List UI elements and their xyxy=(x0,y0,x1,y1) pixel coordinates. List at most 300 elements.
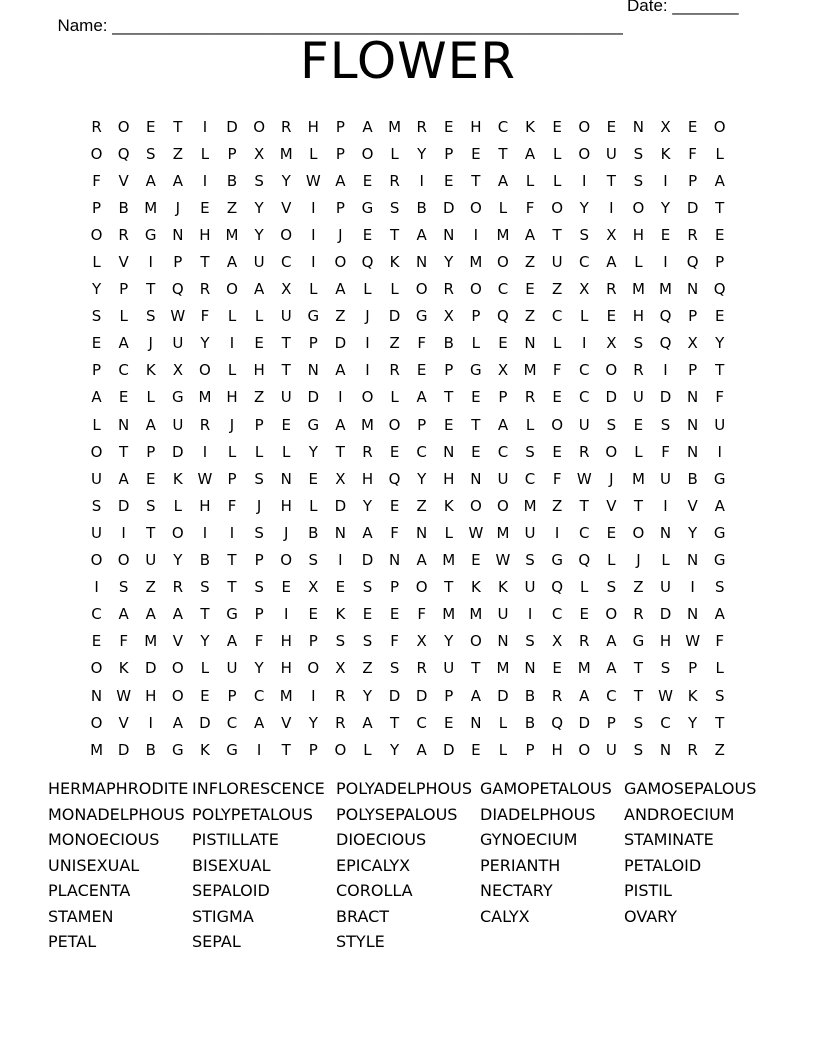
grid-letter: G xyxy=(307,307,320,326)
grid-letter: M xyxy=(279,144,293,163)
grid-letter: E xyxy=(416,361,427,380)
grid-row xyxy=(83,547,733,574)
grid-letter: O xyxy=(117,551,130,570)
grid-letter: S xyxy=(525,551,535,570)
grid-letter: D xyxy=(388,686,401,705)
grid-letter: M xyxy=(442,551,456,570)
grid-letter: G xyxy=(172,740,184,759)
grid-letter: S xyxy=(145,307,156,326)
grid-letter: N xyxy=(280,469,292,488)
grid-letter: O xyxy=(90,442,103,461)
grid-letter: C xyxy=(118,361,129,380)
grid-letter: F xyxy=(715,632,725,651)
grid-letter: O xyxy=(226,280,238,299)
word-list-item: GAMOPETALOUS xyxy=(480,779,612,798)
grid-letter: J xyxy=(636,551,641,570)
grid-letter: H xyxy=(199,496,211,515)
grid-letter: C xyxy=(497,442,509,461)
grid-letter: R xyxy=(416,659,427,678)
grid-letter: R xyxy=(362,442,373,461)
grid-letter: T xyxy=(200,253,210,272)
grid-letter: A xyxy=(226,632,238,651)
grid-letter: T xyxy=(471,659,481,678)
grid-letter: D xyxy=(659,605,672,624)
grid-letter: E xyxy=(498,334,508,353)
grid-letter: R xyxy=(524,388,536,407)
grid-letter: D xyxy=(497,686,509,705)
grid-letter: P xyxy=(715,253,725,272)
grid-letter: P xyxy=(688,307,698,326)
grid-letter: L xyxy=(444,523,453,542)
grid-letter: F xyxy=(688,144,697,163)
grid-letter: I xyxy=(311,253,316,272)
grid-letter: A xyxy=(606,253,617,272)
grid-letter: R xyxy=(335,686,346,705)
grid-letter: O xyxy=(90,144,103,163)
grid-letter: A xyxy=(118,334,129,353)
grid-letter: A xyxy=(145,605,156,624)
grid-letter: W xyxy=(576,469,592,488)
grid-letter: E xyxy=(444,713,454,732)
grid-letter: N xyxy=(659,523,672,542)
grid-letter: A xyxy=(118,469,129,488)
grid-letter: S xyxy=(118,578,129,597)
grid-letter: O xyxy=(280,225,293,244)
grid-row xyxy=(83,709,733,736)
grid-letter: M xyxy=(523,496,537,515)
grid-letter: K xyxy=(389,253,400,272)
grid-letter: S xyxy=(308,551,319,570)
grid-letter: N xyxy=(416,253,428,272)
grid-letter: H xyxy=(253,361,265,380)
grid-row xyxy=(83,411,733,438)
grid-letter: H xyxy=(280,659,292,678)
grid-letter: I xyxy=(148,253,153,272)
grid-letter: E xyxy=(687,117,698,136)
grid-letter: F xyxy=(390,523,399,542)
grid-letter: G xyxy=(713,469,726,488)
grid-letter: U xyxy=(172,334,184,353)
grid-letter: P xyxy=(390,578,400,597)
grid-letter: D xyxy=(605,388,618,407)
grid-letter: J xyxy=(609,469,614,488)
grid-letter: C xyxy=(578,523,590,542)
grid-letter: Y xyxy=(281,171,291,190)
grid-letter: A xyxy=(606,632,617,651)
grid-letter: N xyxy=(686,442,699,461)
grid-letter: L xyxy=(715,144,724,163)
grid-letter: I xyxy=(609,198,614,217)
grid-letter: M xyxy=(198,388,212,407)
grid-letter: L xyxy=(254,442,264,461)
grid-letter: O xyxy=(117,117,130,136)
grid-letter: I xyxy=(202,171,208,190)
grid-letter: S xyxy=(362,578,373,597)
grid-letter: C xyxy=(606,686,617,705)
grid-letter: I xyxy=(582,334,587,353)
grid-letter: N xyxy=(686,605,699,624)
grid-letter: S xyxy=(254,469,264,488)
grid-letter: Z xyxy=(226,198,238,217)
grid-letter: A xyxy=(172,713,183,732)
grid-letter: L xyxy=(227,307,237,326)
grid-letter: S xyxy=(254,578,264,597)
grid-letter: D xyxy=(117,496,130,515)
grid-letter: Z xyxy=(416,496,427,515)
grid-letter: E xyxy=(91,632,102,651)
grid-letter: C xyxy=(226,713,238,732)
grid-letter: O xyxy=(361,144,374,163)
grid-letter: B xyxy=(145,740,156,759)
grid-letter: M xyxy=(225,225,239,244)
grid-letter: I xyxy=(256,740,262,759)
grid-letter: N xyxy=(118,415,130,434)
grid-letter: U xyxy=(714,415,726,434)
grid-letter: U xyxy=(253,253,265,272)
grid-letter: A xyxy=(172,605,183,624)
grid-letter: Q xyxy=(686,253,699,272)
grid-letter: A xyxy=(172,171,183,190)
word-list-item: DIADELPHOUS xyxy=(480,804,596,824)
grid-letter: E xyxy=(389,496,400,515)
grid-letter: C xyxy=(551,307,563,326)
grid-letter: A xyxy=(579,686,590,705)
word-list-item: HERMAPHRODITE xyxy=(48,779,189,798)
grid-letter: D xyxy=(442,198,455,217)
grid-letter: P xyxy=(254,605,264,624)
grid-letter: H xyxy=(145,686,157,705)
grid-letter: E xyxy=(308,469,319,488)
grid-letter: P xyxy=(335,198,345,217)
grid-letter: E xyxy=(200,686,210,705)
grid-letter: A xyxy=(416,740,427,759)
word-list-item: BISEXUAL xyxy=(192,855,271,875)
grid-letter: Y xyxy=(200,632,210,651)
grid-letter: B xyxy=(416,198,427,217)
grid-letter: X xyxy=(606,225,617,244)
grid-letter: Y xyxy=(444,253,454,272)
grid-letter: L xyxy=(552,171,562,190)
grid-letter: E xyxy=(362,171,373,190)
grid-letter: S xyxy=(660,415,671,434)
word-list-item: STAMEN xyxy=(48,906,114,926)
grid-letter: W xyxy=(685,632,701,651)
grid-letter: T xyxy=(146,523,156,542)
grid-letter: R xyxy=(280,117,292,136)
grid-letter: R xyxy=(633,605,644,624)
grid-row xyxy=(83,357,733,384)
grid-letter: N xyxy=(470,713,482,732)
grid-letter: T xyxy=(389,225,400,244)
grid-letter: P xyxy=(471,307,481,326)
grid-letter: S xyxy=(633,144,644,163)
grid-letter: T xyxy=(444,578,454,597)
grid-letter: Y xyxy=(91,280,102,299)
grid-letter: L xyxy=(309,280,318,299)
grid-letter: S xyxy=(145,144,156,163)
grid-letter: N xyxy=(524,659,536,678)
grid-letter: M xyxy=(469,605,483,624)
grid-letter: D xyxy=(117,740,130,759)
grid-letter: F xyxy=(552,469,562,488)
grid-letter: L xyxy=(390,144,399,163)
grid-letter: M xyxy=(279,686,293,705)
grid-letter: N xyxy=(470,469,482,488)
grid-letter: C xyxy=(91,605,102,624)
grid-letter: U xyxy=(605,740,617,759)
grid-letter: M xyxy=(496,225,510,244)
grid-letter: R xyxy=(91,117,102,136)
word-list-item: PETALOID xyxy=(624,855,702,875)
grid-letter: U xyxy=(280,388,292,407)
grid-letter: Z xyxy=(362,659,373,678)
grid-letter: I xyxy=(148,713,153,732)
grid-letter: D xyxy=(199,713,211,732)
grid-letter: I xyxy=(338,551,343,570)
grid-letter: I xyxy=(527,605,533,624)
grid-letter: A xyxy=(714,496,725,515)
grid-letter: P xyxy=(92,198,102,217)
grid-letter: A xyxy=(145,415,156,434)
word-list-item: MONOECIOUS xyxy=(48,830,160,849)
grid-letter: E xyxy=(91,334,102,353)
grid-letter: I xyxy=(311,686,316,705)
grid-letter: W xyxy=(658,686,673,705)
grid-letter: P xyxy=(254,415,264,434)
grid-letter: H xyxy=(361,469,374,488)
grid-letter: O xyxy=(605,442,618,461)
grid-letter: I xyxy=(663,496,668,515)
word-list-item: PISTIL xyxy=(624,881,672,900)
grid-letter: X xyxy=(253,144,265,163)
grid-letter: E xyxy=(714,307,725,326)
grid-letter: O xyxy=(171,686,184,705)
grid-letter: I xyxy=(365,334,370,353)
grid-letter: T xyxy=(281,740,291,759)
grid-letter: D xyxy=(388,307,401,326)
grid-letter: L xyxy=(715,659,724,678)
grid-row xyxy=(83,438,733,465)
grid-letter: X xyxy=(335,659,346,678)
grid-letter: L xyxy=(146,388,155,407)
grid-letter: B xyxy=(524,686,536,705)
grid-letter: H xyxy=(280,496,292,515)
grid-letter: N xyxy=(686,415,699,434)
grid-letter: T xyxy=(146,280,156,299)
grid-letter: L xyxy=(227,361,237,380)
grid-letter: N xyxy=(172,225,184,244)
grid-letter: G xyxy=(415,307,428,326)
grid-letter: U xyxy=(172,415,184,434)
grid-letter: L xyxy=(580,307,589,326)
grid-letter: S xyxy=(633,713,644,732)
grid-letter: N xyxy=(416,523,428,542)
grid-letter: A xyxy=(226,253,238,272)
grid-letter: U xyxy=(145,551,157,570)
grid-letter: N xyxy=(307,361,319,380)
grid-row xyxy=(83,194,733,221)
grid-letter: T xyxy=(389,713,400,732)
grid-letter: L xyxy=(309,144,318,163)
grid-letter: R xyxy=(199,280,211,299)
grid-letter: H xyxy=(443,469,455,488)
grid-letter: K xyxy=(118,659,129,678)
word-list-item: PETAL xyxy=(48,932,97,951)
grid-letter: M xyxy=(496,523,510,542)
grid-letter: A xyxy=(145,171,156,190)
grid-letter: E xyxy=(281,578,291,597)
grid-letter: I xyxy=(229,523,235,542)
grid-letter: H xyxy=(632,307,645,326)
grid-letter: P xyxy=(227,144,237,163)
grid-letter: Q xyxy=(659,334,672,353)
grid-letter: E xyxy=(444,117,454,136)
grid-letter: G xyxy=(361,198,374,217)
grid-letter: M xyxy=(496,659,510,678)
grid-row xyxy=(83,655,733,682)
grid-letter: L xyxy=(552,334,562,353)
grid-letter: B xyxy=(118,198,129,217)
grid-letter: T xyxy=(335,442,345,461)
grid-letter: A xyxy=(497,415,509,434)
grid-letter: A xyxy=(714,171,725,190)
grid-letter: I xyxy=(663,171,668,190)
grid-letter: I xyxy=(419,171,424,190)
grid-letter: N xyxy=(686,280,699,299)
grid-letter: U xyxy=(578,415,590,434)
grid-letter: M xyxy=(523,361,537,380)
grid-letter: Y xyxy=(389,740,400,759)
grid-letter: C xyxy=(524,469,536,488)
grid-letter: U xyxy=(91,523,103,542)
grid-letter: I xyxy=(311,225,316,244)
grid-letter: D xyxy=(361,551,374,570)
grid-letter: L xyxy=(607,551,616,570)
grid-letter: I xyxy=(311,198,316,217)
grid-letter: V xyxy=(281,198,292,217)
grid-letter: Q xyxy=(551,578,564,597)
grid-letter: S xyxy=(714,578,725,597)
grid-letter: X xyxy=(308,578,319,597)
grid-letter: H xyxy=(199,225,211,244)
grid-letter: O xyxy=(253,117,266,136)
grid-letter: U xyxy=(660,578,671,597)
grid-letter: E xyxy=(579,605,589,624)
grid-letter: J xyxy=(283,523,289,542)
grid-letter: M xyxy=(90,740,104,759)
grid-letter: Z xyxy=(335,307,346,326)
grid-letter: C xyxy=(578,253,590,272)
grid-letter: K xyxy=(660,144,671,163)
grid-letter: F xyxy=(92,171,101,190)
grid-letter: P xyxy=(335,144,345,163)
grid-letter: O xyxy=(171,523,184,542)
grid-letter: S xyxy=(91,307,102,326)
word-list-item: COROLLA xyxy=(336,881,413,900)
grid-letter: Q xyxy=(117,144,130,163)
grid-letter: D xyxy=(442,740,455,759)
grid-letter: D xyxy=(334,334,347,353)
grid-letter: G xyxy=(307,415,320,434)
grid-letter: H xyxy=(307,117,319,136)
grid-letter: T xyxy=(173,117,183,136)
grid-letter: B xyxy=(524,713,536,732)
grid-letter: E xyxy=(281,415,291,434)
grid-letter: R xyxy=(579,442,590,461)
grid-letter: R xyxy=(551,686,563,705)
grid-letter: O xyxy=(632,523,645,542)
grid-letter: A xyxy=(335,280,346,299)
grid-letter: L xyxy=(200,144,210,163)
grid-letter: J xyxy=(338,225,343,244)
grid-letter: R xyxy=(633,361,644,380)
grid-letter: N xyxy=(90,686,103,705)
grid-letter: E xyxy=(471,388,481,407)
grid-letter: E xyxy=(118,388,129,407)
grid-letter: R xyxy=(389,361,400,380)
grid-letter: R xyxy=(172,578,184,597)
grid-letter: G xyxy=(551,551,563,570)
grid-letter: T xyxy=(498,144,508,163)
grid-letter: M xyxy=(388,117,402,136)
grid-letter: I xyxy=(229,334,235,353)
grid-row xyxy=(83,736,733,763)
grid-letter: T xyxy=(471,415,481,434)
word-list-item: POLYPETALOUS xyxy=(192,804,313,824)
grid-letter: X xyxy=(606,334,617,353)
grid-letter: Y xyxy=(254,225,264,244)
grid-row xyxy=(83,303,733,330)
grid-letter: O xyxy=(497,253,509,272)
grid-letter: Y xyxy=(308,442,318,461)
grid-letter: U xyxy=(632,388,644,407)
grid-letter: J xyxy=(365,307,370,326)
grid-letter: R xyxy=(687,225,698,244)
grid-letter: O xyxy=(578,144,591,163)
grid-letter: U xyxy=(226,659,238,678)
grid-letter: S xyxy=(525,632,535,651)
grid-letter: C xyxy=(660,713,671,732)
grid-letter: S xyxy=(606,415,617,434)
grid-letter: A xyxy=(416,388,427,407)
word-list-item: POLYADELPHOUS xyxy=(336,779,472,798)
grid-letter: T xyxy=(633,496,643,515)
grid-letter: U xyxy=(280,307,292,326)
grid-letter: P xyxy=(688,361,698,380)
grid-letter: D xyxy=(686,198,699,217)
word-list-item: POLYSEPALOUS xyxy=(336,804,458,824)
grid-letter: L xyxy=(363,740,372,759)
grid-letter: Z xyxy=(389,334,400,353)
grid-letter: O xyxy=(632,198,645,217)
grid-letter: N xyxy=(632,117,645,136)
grid-letter: F xyxy=(417,334,426,353)
grid-letter: I xyxy=(663,253,668,272)
grid-letter: E xyxy=(200,198,210,217)
grid-letter: E xyxy=(714,225,725,244)
grid-letter: A xyxy=(714,605,725,624)
grid-letter: D xyxy=(334,496,347,515)
grid-letter: L xyxy=(282,442,291,461)
grid-letter: L xyxy=(363,280,372,299)
grid-letter: A xyxy=(118,605,129,624)
grid-letter: E xyxy=(362,605,373,624)
grid-letter: X xyxy=(660,117,671,136)
grid-letter: N xyxy=(443,225,455,244)
grid-letter: I xyxy=(121,523,126,542)
grid-letter: E xyxy=(606,117,617,136)
grid-letter: Z xyxy=(552,496,563,515)
